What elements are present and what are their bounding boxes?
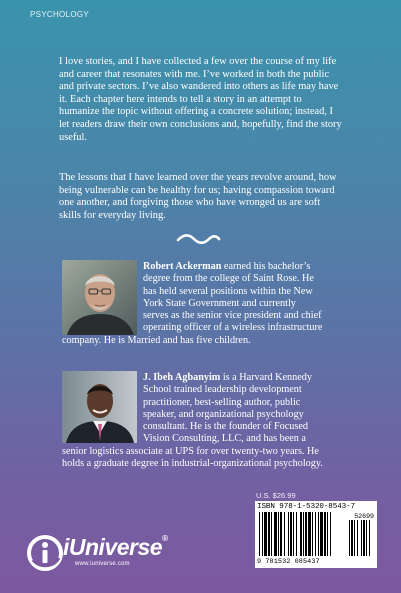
- price-code: 52699: [354, 513, 374, 520]
- bio-line: Vision Consulting, LLC, and has been a: [143, 433, 306, 445]
- bio-line: operating officer of a wireless infrastructure: [143, 322, 323, 334]
- author-bio-1: [62, 261, 344, 347]
- author-bio-2: [62, 372, 344, 470]
- bio-line: serves as the senior vice president and chief: [143, 310, 322, 322]
- bio-line: School trained leadership development: [143, 384, 302, 396]
- bio-line: earned his bachelor’s: [223, 261, 311, 272]
- bio-line: practitioner, best-selling author, public: [143, 396, 301, 408]
- author-name: J. Ibeh Agbanyim: [143, 372, 221, 383]
- barcode-bars-icon: [259, 512, 374, 558]
- price-label: U.S. $26.99: [256, 491, 296, 500]
- blurb-paragraph-2: The lessons that I have learned over the years revolve around, how being vulnerable can be healthy for us; having compassion toward one another, and forgiving those who have wronged us are soft skills for everyday living.: [59, 172, 337, 221]
- bio-line: company. He is Married and has five children.: [62, 334, 251, 346]
- bio-line: York State Government and currently: [143, 297, 296, 309]
- category-label: PSYCHOLOGY: [30, 10, 90, 19]
- isbn-barcode: [255, 501, 377, 568]
- wave-ornament-icon: [176, 233, 221, 245]
- publisher-logo: [27, 534, 177, 576]
- bio-line: is a Harvard Kennedy: [222, 372, 312, 383]
- bio-line: holds a graduate degree in industrial-organizational psychology.: [62, 458, 323, 470]
- bio-line: consultant. He is the founder of Focused: [143, 421, 308, 433]
- bio-line: degree from the college of Saint Rose. He: [143, 273, 314, 285]
- bio-line: senior logistics associate at UPS for over twenty-two years. He: [62, 445, 319, 457]
- author-name: Robert Ackerman: [143, 261, 222, 272]
- bio-line: has held several positions within the New: [143, 285, 313, 297]
- blurb-paragraph-1: I love stories, and I have collected a few over the course of my life and career that resonates with me. I’ve worked in both the public and private sectors. I’ve also wandered into others as life may have it. Each chapter here intends to tell a story in an attempt to humanize the topic without offering a concrete solution; instead, I let readers draw their own conclusions and, hopefully, find the story useful.: [59, 56, 342, 143]
- iuniverse-swirl-icon: [27, 534, 65, 572]
- publisher-name: iUniverse®: [63, 534, 168, 560]
- barcode-digits: 9 781532 085437: [257, 558, 320, 566]
- isbn-number: ISBN 978-1-5320-8543-7: [257, 503, 356, 511]
- publisher-url: www.iuniverse.com: [75, 561, 130, 567]
- bio-line: speaker, and organizational psychology: [143, 408, 304, 420]
